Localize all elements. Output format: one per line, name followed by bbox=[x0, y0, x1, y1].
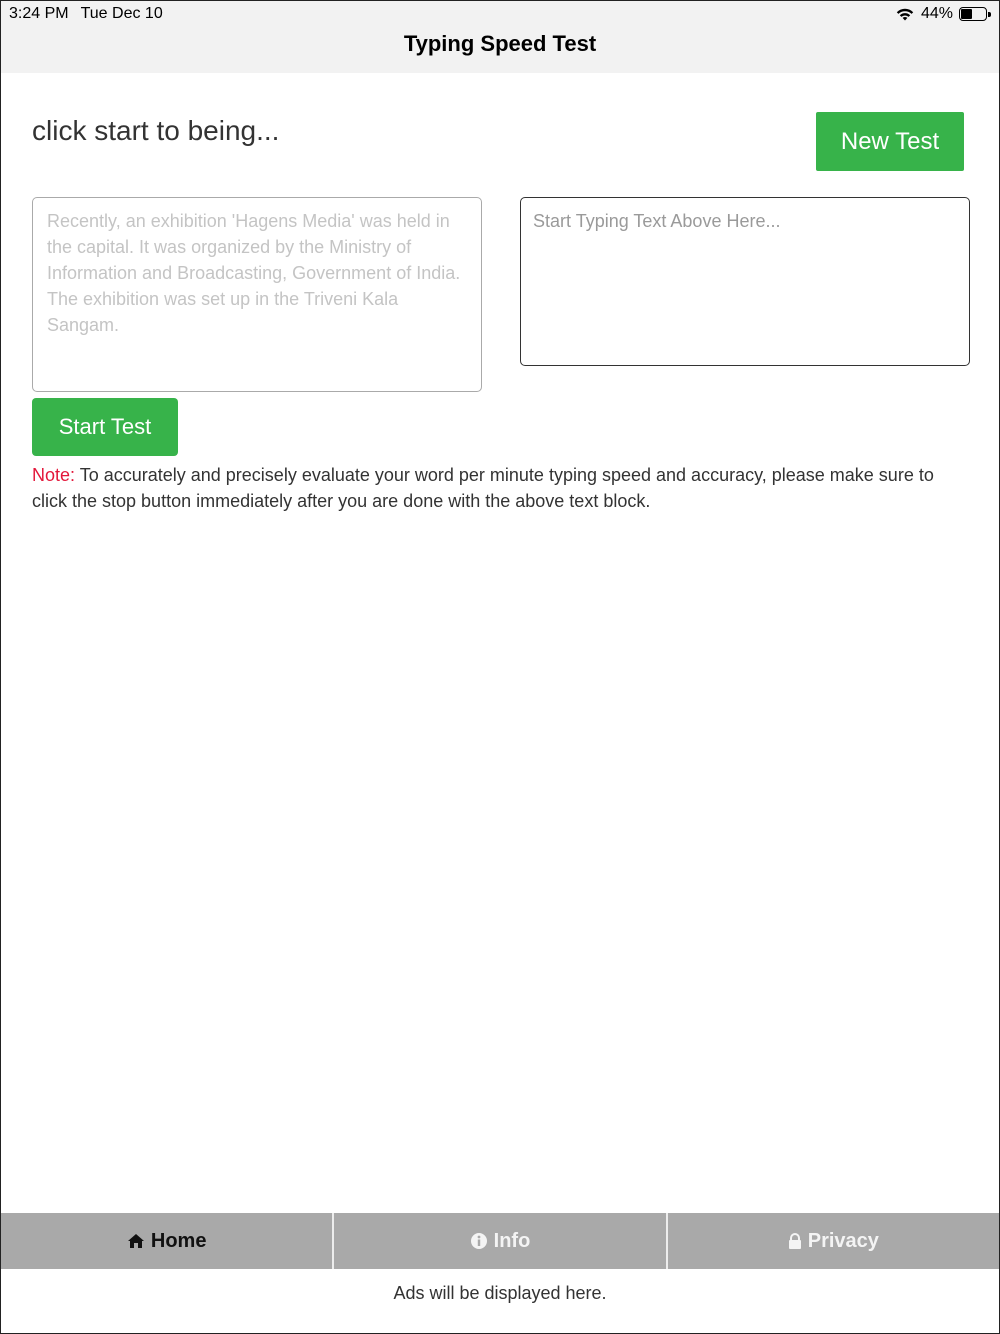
top-bar bbox=[1, 1, 999, 73]
status-time: 3:24 PM bbox=[9, 5, 69, 22]
note-text: To accurately and precisely evaluate your word per minute typing speed and accuracy, please make sure to click the stop button immediately after you are done with the above text block. bbox=[32, 465, 934, 511]
tab-info[interactable] bbox=[332, 1213, 665, 1269]
wifi-icon bbox=[895, 6, 915, 22]
home-icon bbox=[127, 1233, 145, 1249]
note-label: Note: bbox=[32, 465, 76, 485]
battery-percent: 44% bbox=[920, 5, 953, 22]
page-title: Typing Speed Test bbox=[403, 31, 597, 56]
status-date: Tue Dec 10 bbox=[80, 5, 163, 22]
tab-home-label: Home bbox=[150, 1229, 207, 1252]
tab-bar bbox=[1, 1213, 999, 1269]
note-paragraph bbox=[32, 462, 972, 514]
battery-fill bbox=[961, 9, 972, 19]
info-icon bbox=[470, 1232, 488, 1250]
status-bar-right bbox=[895, 5, 991, 23]
status-bar-left bbox=[9, 5, 163, 23]
tab-privacy[interactable] bbox=[666, 1213, 999, 1269]
source-text-box: Recently, an exhibition 'Hagens Media' was held in the capital. It was organized by the Ministry of Information and Broadcasting, Government of India. The exhibition was set up in the Triveni Kala Sangam. bbox=[32, 197, 482, 392]
start-test-button[interactable]: Start Test bbox=[32, 398, 178, 456]
new-test-button[interactable]: New Test bbox=[816, 112, 964, 171]
tab-home[interactable] bbox=[1, 1213, 332, 1269]
lock-icon bbox=[788, 1233, 802, 1250]
tab-info-label: Info bbox=[493, 1229, 531, 1252]
tab-privacy-label: Privacy bbox=[807, 1229, 879, 1252]
ads-placeholder: Ads will be displayed here. bbox=[393, 1283, 607, 1303]
typing-input[interactable] bbox=[520, 197, 970, 366]
battery-icon bbox=[959, 6, 991, 22]
status-prompt: click start to being... bbox=[32, 115, 280, 146]
